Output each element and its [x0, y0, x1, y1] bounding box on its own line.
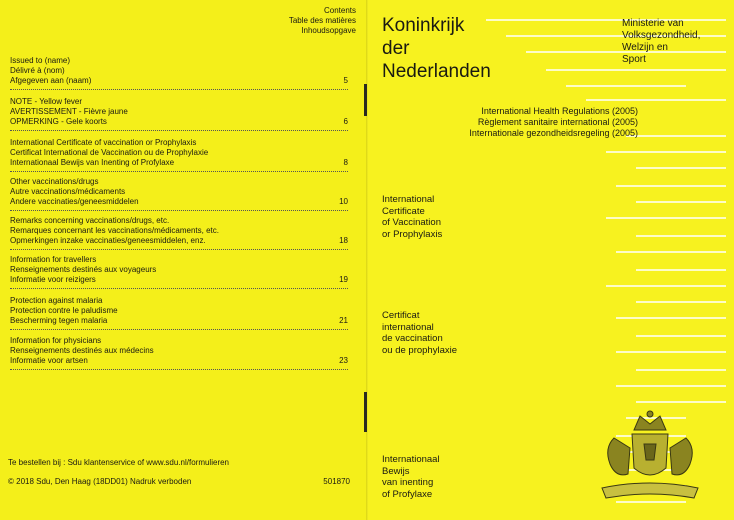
toc-page-number: 6 — [343, 117, 348, 126]
country-title: Koninkrijk der Nederlanden — [382, 15, 491, 82]
health-regulations: International Health Regulations (2005) Règlement sanitaire international (2005) Internationale gezondheidsregeling (2005) — [469, 106, 638, 138]
certificate-title-french: Certificat international de vaccination ou de prophylaxie — [382, 310, 457, 356]
toc-entry-travellers: Information for travellers Renseignements destinés aux voyageurs Informatie voor reizigers 19 — [10, 255, 348, 289]
toc-entry-certificate: International Certificate of vaccination or Prophylaxis Certificat International de Vaccination ou de Prophylaxie Internationaal Bewijs van Inenting of Profylaxe 8 — [10, 138, 348, 172]
toc-entry-note-yellow-fever: NOTE - Yellow fever AVERTISSEMENT - Fièvre jaune OPMERKING - Gele koorts 6 — [10, 97, 348, 131]
toc-page-number: 23 — [339, 356, 348, 365]
toc-page-number: 18 — [339, 236, 348, 245]
cover-page — [368, 0, 734, 520]
toc-entry-remarks: Remarks concerning vaccinations/drugs, etc. Remarques concernant les vaccinations/médicaments, etc. Opmerkingen inzake vaccinaties/geneesmiddelen, enz. 18 — [10, 216, 348, 250]
ministry-name: Ministerie van Volksgezondheid, Welzijn en Sport — [622, 18, 701, 65]
toc-entry-physicians: Information for physicians Renseignements destinés aux médecins Informatie voor artsen 23 — [10, 336, 348, 370]
certificate-title-dutch: Internationaal Bewijs van inenting of Profylaxe — [382, 454, 440, 500]
copyright-text: © 2018 Sdu, Den Haag (18DD01) Nadruk verboden — [8, 477, 192, 486]
toc-page-number: 10 — [339, 197, 348, 206]
spine-mark-top — [364, 84, 367, 116]
toc-entry-other-vaccinations: Other vaccinations/drugs Autre vaccinations/médicaments Andere vaccinaties/geneesmiddelen 10 — [10, 177, 348, 211]
toc-page-number: 19 — [339, 275, 348, 284]
order-info: Te bestellen bij : Sdu klantenservice of www.sdu.nl/formulieren — [8, 458, 229, 467]
dutch-coat-of-arms-icon — [594, 408, 706, 506]
spine-mark-bottom — [364, 392, 367, 432]
certificate-title-english: International Certificate of Vaccination or Prophylaxis — [382, 194, 443, 240]
toc-entry-malaria: Protection against malaria Protection contre le paludisme Bescherming tegen malaria 21 — [10, 296, 348, 330]
toc-page-number: 21 — [339, 316, 348, 325]
toc-page-number: 8 — [343, 158, 348, 167]
toc-page-number: 5 — [343, 76, 348, 85]
contents-heading: Contents Table des matières Inhoudsopgave — [288, 6, 356, 35]
toc-entry-issued-to: Issued to (name) Délivré à (nom) Afgegeven aan (naam) 5 — [10, 56, 348, 90]
document-code: 501870 — [323, 477, 350, 486]
